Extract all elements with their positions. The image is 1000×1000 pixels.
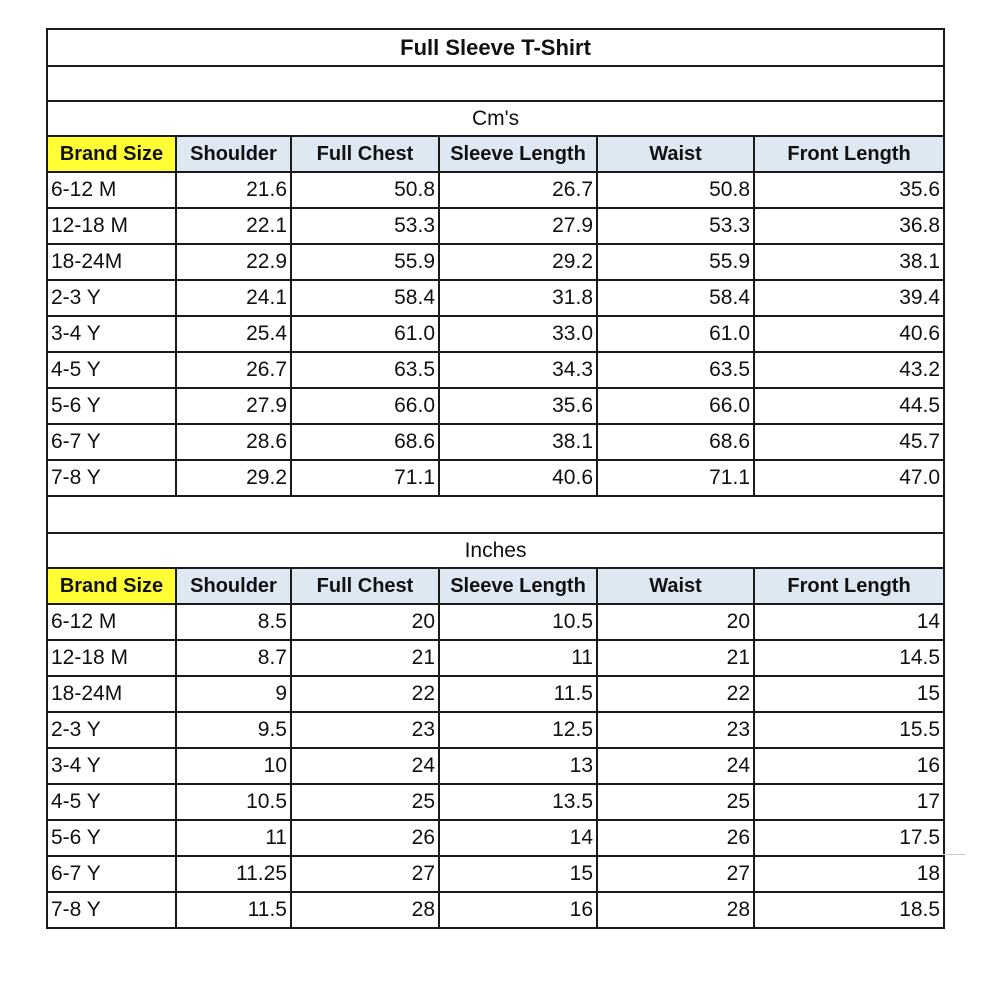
size-chart-sheet (46, 28, 943, 929)
measurement-cell: 27 (597, 856, 754, 892)
measurement-cell: 61.0 (597, 316, 754, 352)
measurement-cell: 43.2 (754, 352, 944, 388)
measurement-cell: 35.6 (754, 172, 944, 208)
measurement-cell: 71.1 (291, 460, 439, 496)
size-cell: 3-4 Y (47, 316, 176, 352)
measurement-cell: 28 (291, 892, 439, 928)
column-header: Waist (597, 136, 754, 172)
stray-rule-line (943, 854, 965, 855)
measurement-cell: 34.3 (439, 352, 597, 388)
measurement-cell: 25.4 (176, 316, 291, 352)
measurement-cell: 9.5 (176, 712, 291, 748)
measurement-cell: 31.8 (439, 280, 597, 316)
measurement-cell: 26.7 (176, 352, 291, 388)
blank-row (47, 66, 944, 101)
size-cell: 6-12 M (47, 604, 176, 640)
measurement-cell: 50.8 (597, 172, 754, 208)
size-cell: 6-12 M (47, 172, 176, 208)
measurement-cell: 39.4 (754, 280, 944, 316)
chart-title: Full Sleeve T-Shirt (47, 29, 944, 66)
measurement-cell: 33.0 (439, 316, 597, 352)
measurement-cell: 36.8 (754, 208, 944, 244)
size-cell: 5-6 Y (47, 820, 176, 856)
measurement-cell: 16 (754, 748, 944, 784)
measurement-cell: 24 (291, 748, 439, 784)
measurement-cell: 11.5 (176, 892, 291, 928)
measurement-cell: 17 (754, 784, 944, 820)
table-row (47, 352, 944, 388)
column-header: Full Chest (291, 136, 439, 172)
size-chart-table (46, 28, 945, 929)
size-cell: 2-3 Y (47, 712, 176, 748)
measurement-cell: 22.9 (176, 244, 291, 280)
measurement-cell: 22 (291, 676, 439, 712)
unit-row (47, 533, 944, 568)
column-header: Front Length (754, 136, 944, 172)
measurement-cell: 14 (754, 604, 944, 640)
measurement-cell: 40.6 (754, 316, 944, 352)
measurement-cell: 11.25 (176, 856, 291, 892)
measurement-cell: 20 (597, 604, 754, 640)
measurement-cell: 20 (291, 604, 439, 640)
section-gap-row (47, 496, 944, 533)
column-header: Sleeve Length (439, 568, 597, 604)
size-cell: 12-18 M (47, 208, 176, 244)
measurement-cell: 13 (439, 748, 597, 784)
table-row (47, 640, 944, 676)
measurement-cell: 21 (291, 640, 439, 676)
table-row (47, 748, 944, 784)
measurement-cell: 11 (439, 640, 597, 676)
size-cell: 4-5 Y (47, 352, 176, 388)
table-row (47, 856, 944, 892)
table-row (47, 388, 944, 424)
column-header: Shoulder (176, 136, 291, 172)
measurement-cell: 25 (291, 784, 439, 820)
measurement-cell: 58.4 (291, 280, 439, 316)
measurement-cell: 28 (597, 892, 754, 928)
table-row (47, 316, 944, 352)
size-cell: 18-24M (47, 244, 176, 280)
measurement-cell: 58.4 (597, 280, 754, 316)
measurement-cell: 11.5 (439, 676, 597, 712)
table-row (47, 244, 944, 280)
measurement-cell: 38.1 (754, 244, 944, 280)
measurement-cell: 40.6 (439, 460, 597, 496)
measurement-cell: 14 (439, 820, 597, 856)
measurement-cell: 18.5 (754, 892, 944, 928)
column-header: Sleeve Length (439, 136, 597, 172)
size-cell: 18-24M (47, 676, 176, 712)
measurement-cell: 55.9 (597, 244, 754, 280)
measurement-cell: 15 (754, 676, 944, 712)
measurement-cell: 13.5 (439, 784, 597, 820)
measurement-cell: 14.5 (754, 640, 944, 676)
measurement-cell: 71.1 (597, 460, 754, 496)
size-cell: 12-18 M (47, 640, 176, 676)
table-row (47, 784, 944, 820)
table-row (47, 208, 944, 244)
measurement-cell: 21.6 (176, 172, 291, 208)
table-row (47, 604, 944, 640)
column-header: Waist (597, 568, 754, 604)
measurement-cell: 68.6 (291, 424, 439, 460)
table-row (47, 424, 944, 460)
measurement-cell: 44.5 (754, 388, 944, 424)
measurement-cell: 38.1 (439, 424, 597, 460)
measurement-cell: 28.6 (176, 424, 291, 460)
measurement-cell: 12.5 (439, 712, 597, 748)
measurement-cell: 26.7 (439, 172, 597, 208)
measurement-cell: 26 (597, 820, 754, 856)
measurement-cell: 53.3 (291, 208, 439, 244)
measurement-cell: 21 (597, 640, 754, 676)
table-row (47, 712, 944, 748)
measurement-cell: 53.3 (597, 208, 754, 244)
column-header: Front Length (754, 568, 944, 604)
size-cell: 2-3 Y (47, 280, 176, 316)
measurement-cell: 9 (176, 676, 291, 712)
measurement-cell: 23 (597, 712, 754, 748)
size-cell: 7-8 Y (47, 892, 176, 928)
size-cell: 3-4 Y (47, 748, 176, 784)
measurement-cell: 63.5 (291, 352, 439, 388)
unit-label: Cm's (47, 101, 944, 136)
measurement-cell: 61.0 (291, 316, 439, 352)
measurement-cell: 22 (597, 676, 754, 712)
measurement-cell: 27.9 (176, 388, 291, 424)
measurement-cell: 16 (439, 892, 597, 928)
unit-row (47, 101, 944, 136)
measurement-cell: 24 (597, 748, 754, 784)
measurement-cell: 15 (439, 856, 597, 892)
measurement-cell: 29.2 (439, 244, 597, 280)
column-header: Brand Size (47, 136, 176, 172)
table-row (47, 280, 944, 316)
measurement-cell: 10.5 (176, 784, 291, 820)
measurement-cell: 66.0 (597, 388, 754, 424)
measurement-cell: 63.5 (597, 352, 754, 388)
measurement-cell: 26 (291, 820, 439, 856)
unit-label: Inches (47, 533, 944, 568)
measurement-cell: 24.1 (176, 280, 291, 316)
measurement-cell: 22.1 (176, 208, 291, 244)
header-row (47, 136, 944, 172)
measurement-cell: 15.5 (754, 712, 944, 748)
measurement-cell: 50.8 (291, 172, 439, 208)
measurement-cell: 18 (754, 856, 944, 892)
measurement-cell: 68.6 (597, 424, 754, 460)
measurement-cell: 47.0 (754, 460, 944, 496)
measurement-cell: 29.2 (176, 460, 291, 496)
blank-cell (47, 496, 944, 533)
size-cell: 5-6 Y (47, 388, 176, 424)
measurement-cell: 35.6 (439, 388, 597, 424)
size-cell: 6-7 Y (47, 424, 176, 460)
table-row (47, 676, 944, 712)
column-header: Full Chest (291, 568, 439, 604)
title-row (47, 29, 944, 66)
table-row (47, 820, 944, 856)
column-header: Brand Size (47, 568, 176, 604)
table-row (47, 460, 944, 496)
table-row (47, 172, 944, 208)
header-row (47, 568, 944, 604)
measurement-cell: 8.7 (176, 640, 291, 676)
measurement-cell: 10 (176, 748, 291, 784)
measurement-cell: 27.9 (439, 208, 597, 244)
measurement-cell: 27 (291, 856, 439, 892)
measurement-cell: 17.5 (754, 820, 944, 856)
measurement-cell: 8.5 (176, 604, 291, 640)
size-cell: 6-7 Y (47, 856, 176, 892)
measurement-cell: 66.0 (291, 388, 439, 424)
measurement-cell: 55.9 (291, 244, 439, 280)
measurement-cell: 11 (176, 820, 291, 856)
measurement-cell: 10.5 (439, 604, 597, 640)
measurement-cell: 23 (291, 712, 439, 748)
measurement-cell: 25 (597, 784, 754, 820)
measurement-cell: 45.7 (754, 424, 944, 460)
size-cell: 4-5 Y (47, 784, 176, 820)
column-header: Shoulder (176, 568, 291, 604)
blank-cell (47, 66, 944, 101)
size-cell: 7-8 Y (47, 460, 176, 496)
table-row (47, 892, 944, 928)
